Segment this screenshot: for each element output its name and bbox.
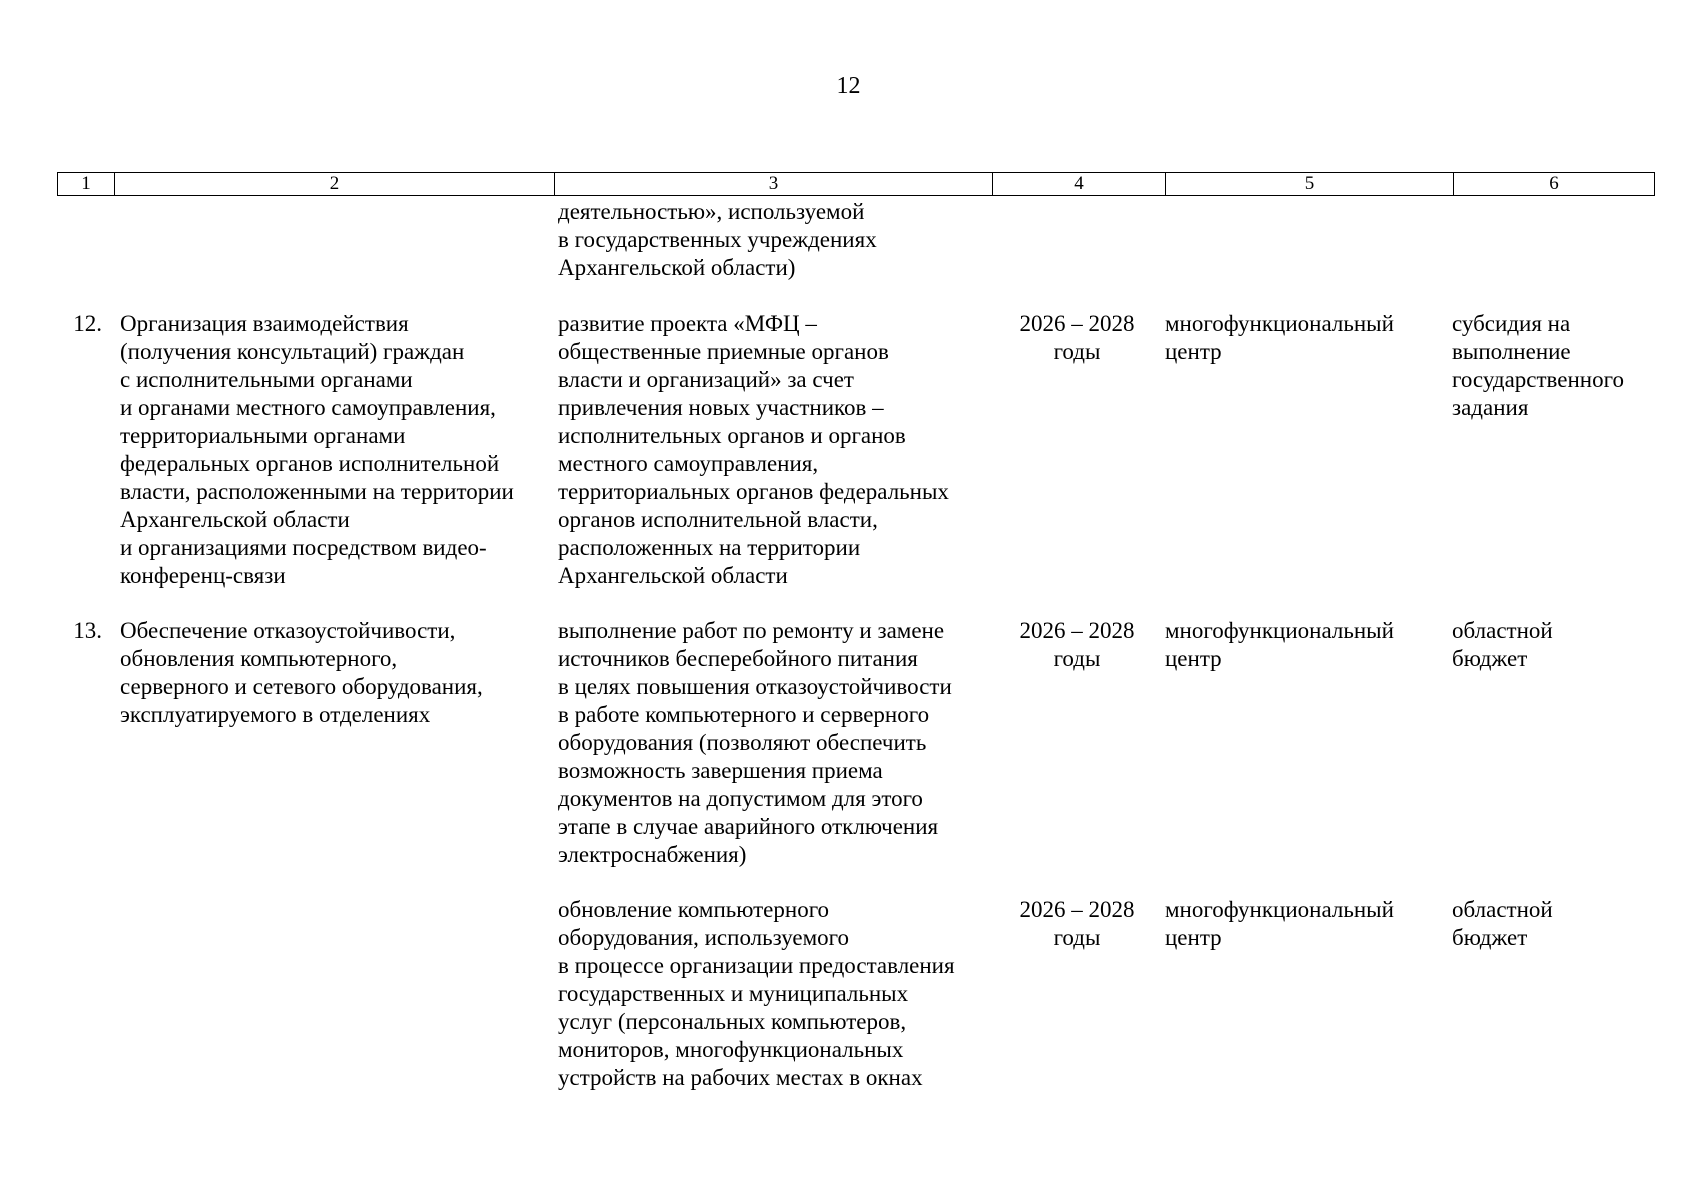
row-number: 12. [73,311,102,336]
page-number: 12 [836,73,861,99]
row-funding: областной бюджет [1452,618,1553,671]
row-period: 2026 – 2028 годы [1019,618,1135,671]
row-funding: областной бюджет [1452,897,1553,950]
row-executor: многофункциональный центр [1165,311,1394,364]
column-header-4: 4 [993,173,1166,196]
row-executor: многофункциональный центр [1165,897,1394,950]
row-activity: обновление компьютерного оборудования, используемого в процессе организации предоставления государственных и муниципальных услуг (персональных компьютеров, мониторов, многофункциональных устройств на рабочих местах в окнах [558,897,955,1090]
column-header-1: 1 [58,173,115,196]
row-name: Обеспечение отказоустойчивости, обновления компьютерного, серверного и сетевого оборудования, эксплуатируемого в отделениях [120,618,483,727]
column-header-2: 2 [115,173,555,196]
continuation-activity: деятельностью», используемой в государственных учреждениях Архангельской области) [558,199,877,280]
row-activity: выполнение работ по ремонту и замене источников бесперебойного питания в целях повышения отказоустойчивости в работе компьютерного и серверного оборудования (позволяют обеспечить возможность завершения приема документов на допустимом для этого этапе в случае аварийного отключения электроснабжения) [558,618,952,867]
row-funding: субсидия на выполнение государственного задания [1452,311,1624,420]
row-number: 13. [73,618,102,643]
row-period: 2026 – 2028 годы [1019,897,1135,950]
row-period: 2026 – 2028 годы [1019,311,1135,364]
column-header-5: 5 [1166,173,1454,196]
column-header-3: 3 [555,173,993,196]
row-name: Организация взаимодействия (получения консультаций) граждан с исполнительными органами и органами местного самоуправления, территориальными органами федеральных органов исполнительной власти, расположенными на территории Архангельской области и организациями посредством видео- конференц-связи [120,311,514,588]
row-activity: развитие проекта «МФЦ – общественные приемные органов власти и организаций» за счет привлечения новых участников – исполнительных органов и органов местного самоуправления, территориальных органов федеральных органов исполнительной власти, расположенных на территории Архангельской области [558,311,949,588]
row-executor: многофункциональный центр [1165,618,1394,671]
column-header-row [57,172,1655,196]
column-header-6: 6 [1454,173,1655,196]
